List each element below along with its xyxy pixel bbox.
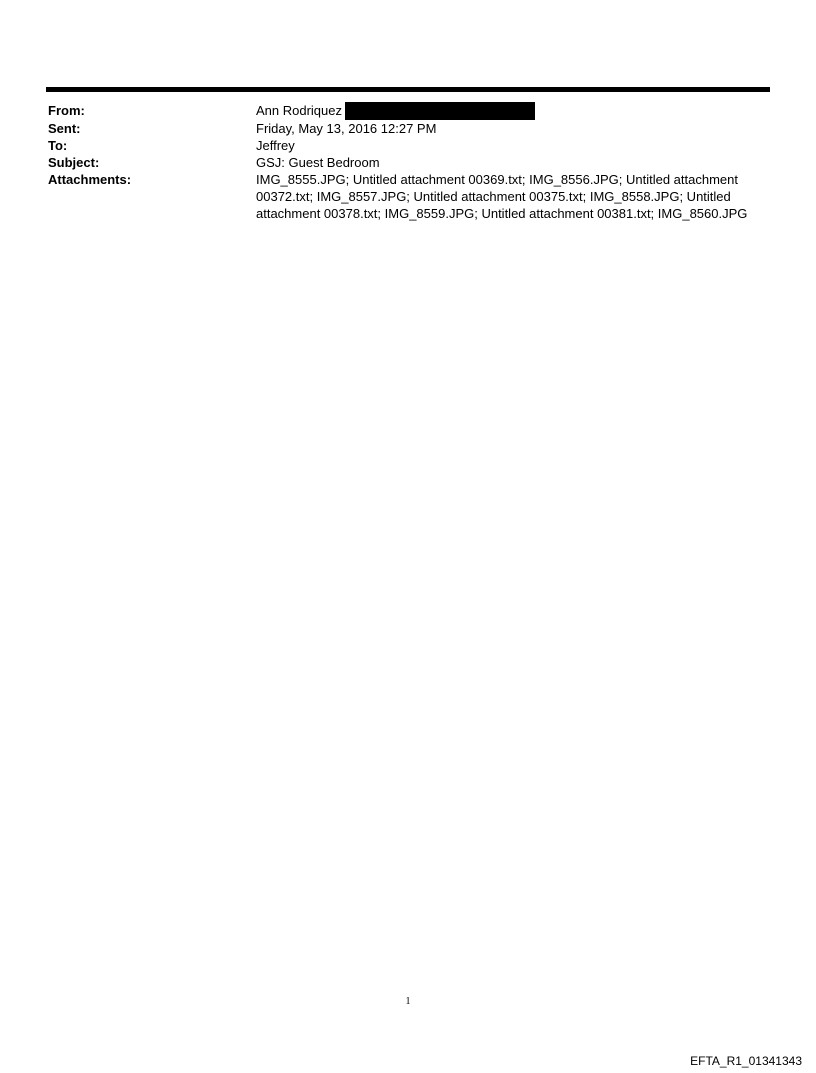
attachments-value: IMG_8555.JPG; Untitled attachment 00369.txt; IMG_8556.JPG; Untitled attachment 00372.txt; IMG_8557.JPG; Untitled attachment 00375.txt; IMG_8558.JPG; Untitled attachment 00378.txt; IMG_8559.JPG; Untitled attachment 00381.txt; IMG_8560.JPG [256, 172, 748, 221]
attachments-label: Attachments: [48, 172, 132, 187]
sent-label: Sent: [48, 121, 81, 136]
sender-name: Ann Rodriquez [256, 103, 342, 118]
from-row [48, 102, 768, 120]
sent-value: Friday, May 13, 2016 12:27 PM [256, 121, 437, 136]
email-header [48, 102, 768, 222]
sent-row [48, 120, 768, 137]
subject-row [48, 154, 768, 171]
to-row [48, 137, 768, 154]
attachments-row [48, 171, 768, 222]
header-divider [46, 87, 770, 92]
page-number: 1 [405, 996, 411, 1007]
subject-value: GSJ: Guest Bedroom [256, 155, 380, 170]
to-label: To: [48, 138, 68, 153]
from-value [256, 102, 768, 120]
bates-id: EFTA_R1_01341343 [690, 1054, 802, 1068]
to-value: Jeffrey [256, 138, 295, 153]
redaction-box [345, 102, 535, 120]
from-label: From: [48, 103, 85, 118]
subject-label: Subject: [48, 155, 100, 170]
